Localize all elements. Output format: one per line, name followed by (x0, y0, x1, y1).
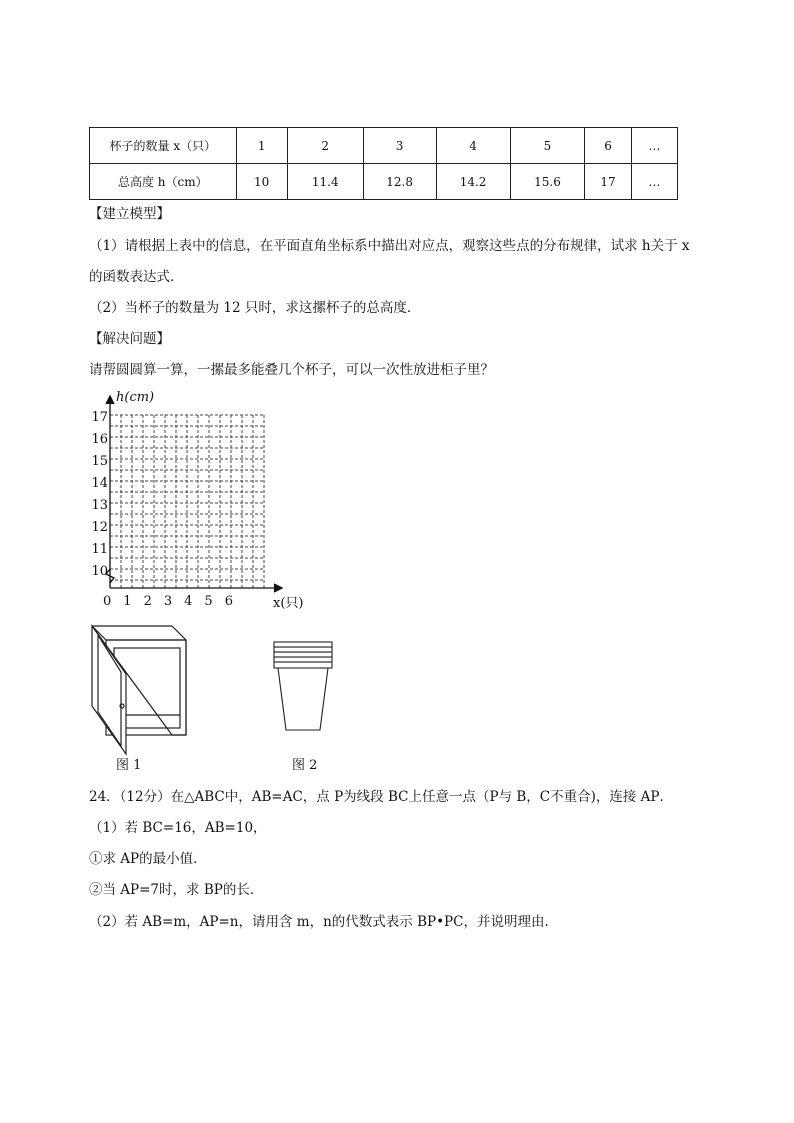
x-axis-label: x(只) (273, 596, 304, 611)
problem-24-part1a: ①求 AP的最小值． (89, 851, 207, 867)
table-cell: 11.4 (287, 164, 363, 200)
table-cell: 10 (236, 164, 287, 200)
y-tick: 17 (91, 410, 108, 425)
x-tick: 0 (103, 594, 112, 609)
table-cell: … (631, 128, 677, 164)
solve-question: 请帮圆圆算一算，一摞最多能叠几个杯子，可以一次性放进柜子里？ (89, 362, 494, 378)
table-cell: 15.6 (510, 164, 585, 200)
table-cell: 3 (363, 128, 436, 164)
y-tick: 15 (91, 454, 108, 469)
question-2: （2）当杯子的数量为 12 只时，求这摞杯子的总高度． (89, 300, 421, 316)
problem-24-part1: （1）若 BC=16，AB=10， (89, 820, 267, 836)
y-tick-labels (90, 407, 108, 583)
table-cell: 4 (436, 128, 510, 164)
x-tick-labels (103, 594, 233, 609)
cabinet-figure (86, 620, 192, 760)
table-cell: 17 (585, 164, 631, 200)
table-row (90, 128, 678, 164)
table-cell: 1 (236, 128, 287, 164)
data-table (89, 127, 678, 200)
table-cell: … (631, 164, 677, 200)
problem-24-part2: （2）若 AB=m，AP=n，请用含 m，n的代数式表示 BP•PC，并说明理由． (89, 914, 558, 930)
x-tick: 4 (184, 594, 193, 609)
y-tick: 14 (91, 476, 108, 491)
table-cell: 14.2 (436, 164, 510, 200)
table-header-height: 总高度 h（cm） (90, 164, 237, 200)
x-tick: 1 (123, 594, 132, 609)
table-row (90, 164, 678, 200)
question-1-line2: 的函数表达式． (89, 269, 184, 285)
table-cell: 12.8 (363, 164, 436, 200)
x-tick: 2 (143, 594, 152, 609)
x-tick: 3 (163, 594, 173, 609)
y-axis-label: h(cm) (116, 390, 155, 405)
y-tick: 12 (91, 520, 108, 535)
table-cell: 2 (287, 128, 363, 164)
y-tick: 16 (91, 432, 108, 447)
section-heading-model: 【建立模型】 (89, 206, 170, 222)
figure-2-caption: 图 2 (292, 758, 318, 773)
coordinate-grid (80, 388, 320, 616)
table-cell: 6 (585, 128, 631, 164)
y-tick: 13 (91, 498, 108, 513)
problem-24-stem: 24．（12分）在△ABC中，AB=AC，点 P为线段 BC上任意一点（P与 B，C不重合)，连接 AP． (89, 789, 673, 805)
question-1-line1: （1）请根据上表中的信息，在平面直角坐标系中描出对应点，观察这些点的分布规律，试求 h关于 x (89, 238, 690, 254)
stacked-cups-figure (268, 640, 338, 735)
y-tick: 11 (91, 542, 108, 557)
problem-24-part1b: ②当 AP=7时，求 BP的长． (89, 882, 264, 898)
x-tick: 5 (204, 594, 213, 609)
table-header-count: 杯子的数量 x（只） (90, 128, 237, 164)
figure-1-caption: 图 1 (116, 758, 142, 773)
grid-lines (110, 415, 265, 588)
x-tick: 6 (224, 594, 233, 609)
table-cell: 5 (510, 128, 585, 164)
section-heading-solve: 【解决问题】 (89, 331, 170, 347)
y-tick: 10 (91, 564, 108, 579)
